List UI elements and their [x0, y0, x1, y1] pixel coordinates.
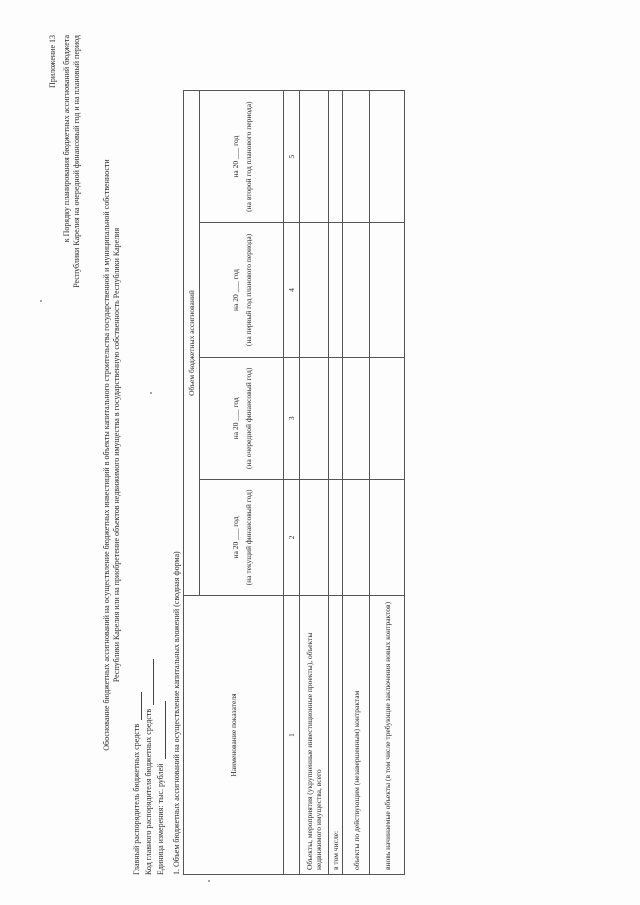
scan-speck — [150, 392, 152, 394]
manager-field — [132, 692, 142, 875]
column-number: 1 — [284, 596, 300, 875]
capital-investment-table — [183, 90, 405, 875]
row-label: объекты по действующим (незавершенным) контрактам — [343, 596, 370, 875]
row-label: вновь начинаемые объекты (в том числе требующие заключения новых контрактов) — [370, 596, 405, 875]
year-label: на 20 ___ год — [230, 135, 240, 178]
table-cell — [300, 357, 329, 479]
appendix-reference-line-1: к Порядку планирования бюджетных ассигнований бюджета — [62, 35, 71, 243]
year-label: на 20 ___ год — [230, 269, 240, 311]
document-title-line-2: Республики Карелия или на приобретение объектов недвижимого имущества в государственную собственность Республики Карелия — [112, 227, 121, 683]
table-cell — [329, 357, 343, 479]
table-cell — [343, 479, 370, 595]
column-number: 5 — [284, 91, 300, 223]
code-blank-line — [145, 659, 154, 705]
table-cell — [370, 223, 405, 357]
table-cell — [343, 91, 370, 223]
table-row — [329, 91, 343, 875]
table-cell — [370, 479, 405, 595]
column-number: 2 — [284, 479, 300, 595]
table-cell — [343, 223, 370, 357]
year-column-plan-1 — [200, 223, 284, 357]
table-cell — [329, 479, 343, 595]
table-cell — [300, 479, 329, 595]
scan-speck — [40, 300, 42, 302]
manager-blank-line — [133, 692, 142, 720]
table-cell — [370, 91, 405, 223]
year-column-next — [200, 357, 284, 479]
table-row — [370, 91, 405, 875]
unit-field — [156, 702, 166, 876]
year-note: (на очередной финансовый год) — [243, 367, 253, 469]
table-row — [343, 91, 370, 875]
year-label: на 20 ___ год — [230, 397, 240, 440]
budget-volume-header: Объем бюджетных ассигнований — [184, 91, 200, 596]
appendix-reference-line-2: Республики Карелия на очередной финансовый год и на плановый период — [72, 35, 81, 288]
table-cell — [343, 357, 370, 479]
appendix-label: Приложение 13 — [48, 35, 57, 88]
document-title-line-1: Обоснование бюджетных ассигнований на осуществление бюджетных инвестиций в объекты капитального строительства государственной и муниципальной собственности — [102, 159, 111, 751]
manager-label: Главный распорядитель бюджетных средств — [132, 723, 141, 875]
row-label: Объекты, мероприятия (укрупненные инвестиционные проекты), объекты недвижимого имущества, всего — [300, 596, 329, 875]
code-field — [144, 659, 154, 875]
table-row — [300, 91, 329, 875]
year-note: (на второй год планового периода) — [243, 101, 253, 212]
column-number: 3 — [284, 357, 300, 479]
row-label: в том числе: — [329, 596, 343, 875]
table-cell — [329, 223, 343, 357]
table-cell — [300, 223, 329, 357]
table-cell — [370, 357, 405, 479]
year-note: (на первый год планового периода) — [243, 233, 253, 347]
unit-blank-line — [157, 702, 166, 760]
year-column-plan-2 — [200, 91, 284, 223]
column-number: 4 — [284, 223, 300, 357]
year-note: (на текущий финансовый год) — [243, 489, 253, 586]
code-label: Код главного распорядителя бюджетных средств — [144, 708, 153, 875]
scan-speck — [208, 880, 210, 882]
table-cell — [300, 91, 329, 223]
year-label: на 20 ___ год — [230, 516, 240, 559]
indicator-column-header: Наименование показателя — [184, 596, 284, 875]
year-column-current — [200, 479, 284, 595]
unit-label: Единица измерения: тыс. рублей — [156, 763, 165, 875]
table-cell — [329, 91, 343, 223]
section-heading: 1. Объем бюджетных ассигнований на осуществление капитальных вложений (сводная форма) — [172, 551, 181, 875]
